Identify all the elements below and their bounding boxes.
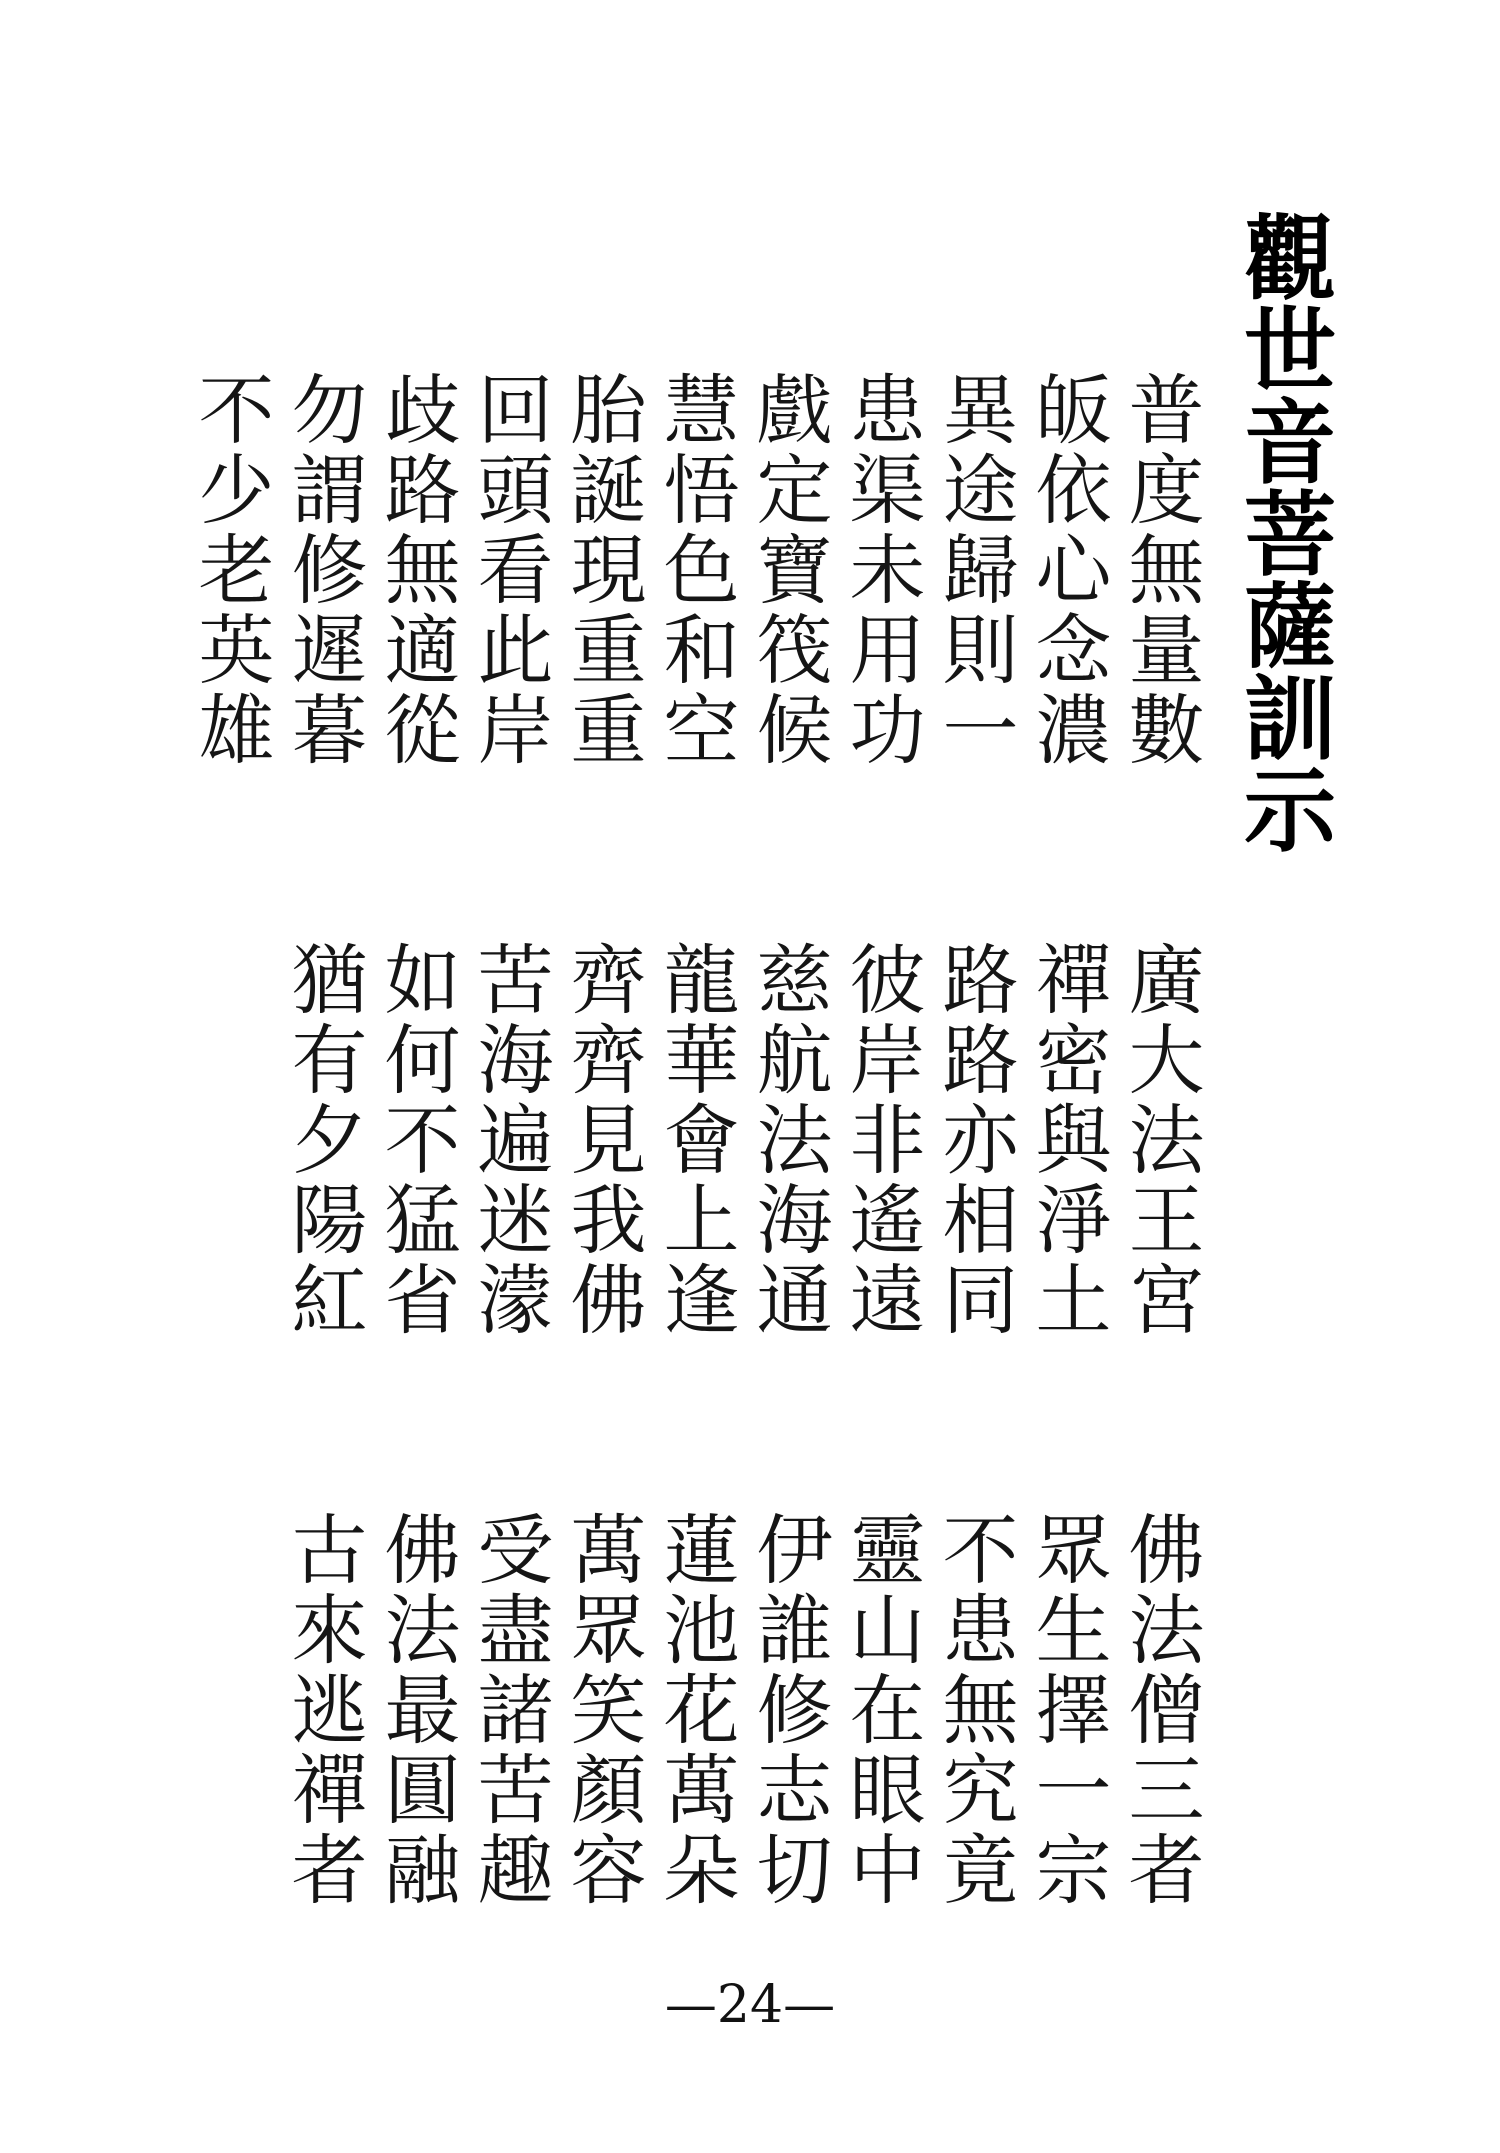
page-number: —24—	[664, 1975, 836, 2035]
verse-column: 路路亦相同	[930, 940, 1019, 1340]
verse-column: 異途歸則一	[930, 370, 1019, 770]
verse-column: 戲定寶筏候	[744, 370, 833, 770]
verse-column: 廣大法王宮	[1116, 940, 1205, 1340]
verse-column: 萬眾笑顏容	[558, 1510, 647, 1910]
verse-column: 如何不猛省	[372, 940, 461, 1340]
page-title: 觀世音菩薩訓示	[1229, 210, 1336, 854]
verse-column: 不少老英雄	[186, 370, 275, 770]
verse-column: 佛法最圓融	[372, 1510, 461, 1910]
verse-column: 皈依心念濃	[1023, 370, 1112, 770]
verse-column: 患渠未用功	[837, 370, 926, 770]
verse-column: 慈航法海通	[744, 940, 833, 1340]
verse-column: 胎誕現重重	[558, 370, 647, 770]
verse-column: 受盡諸苦趣	[465, 1510, 554, 1910]
verse-column: 龍華會上逢	[651, 940, 740, 1340]
verse-column: 歧路無適從	[372, 370, 461, 770]
verse-column: 伊誰修志切	[744, 1510, 833, 1910]
verse-column: 慧悟色和空	[651, 370, 740, 770]
verse-column: 猶有夕陽紅	[279, 940, 368, 1340]
verse-column: 彼岸非遙遠	[837, 940, 926, 1340]
verse-column: 古來逃禪者	[279, 1510, 368, 1910]
verse-column: 禪密與淨土	[1023, 940, 1112, 1340]
verse-column: 不患無究竟	[930, 1510, 1019, 1910]
verse-column: 眾生擇一宗	[1023, 1510, 1112, 1910]
verse-column: 普度無量數	[1116, 370, 1205, 770]
verse-column: 勿謂修遲暮	[279, 370, 368, 770]
verse-column: 苦海遍迷濛	[465, 940, 554, 1340]
verse-column: 蓮池花萬朵	[651, 1510, 740, 1910]
verse-column: 回頭看此岸	[465, 370, 554, 770]
verse-column: 靈山在眼中	[837, 1510, 926, 1910]
verse-column: 佛法僧三者	[1116, 1510, 1205, 1910]
verse-column: 齊齊見我佛	[558, 940, 647, 1340]
